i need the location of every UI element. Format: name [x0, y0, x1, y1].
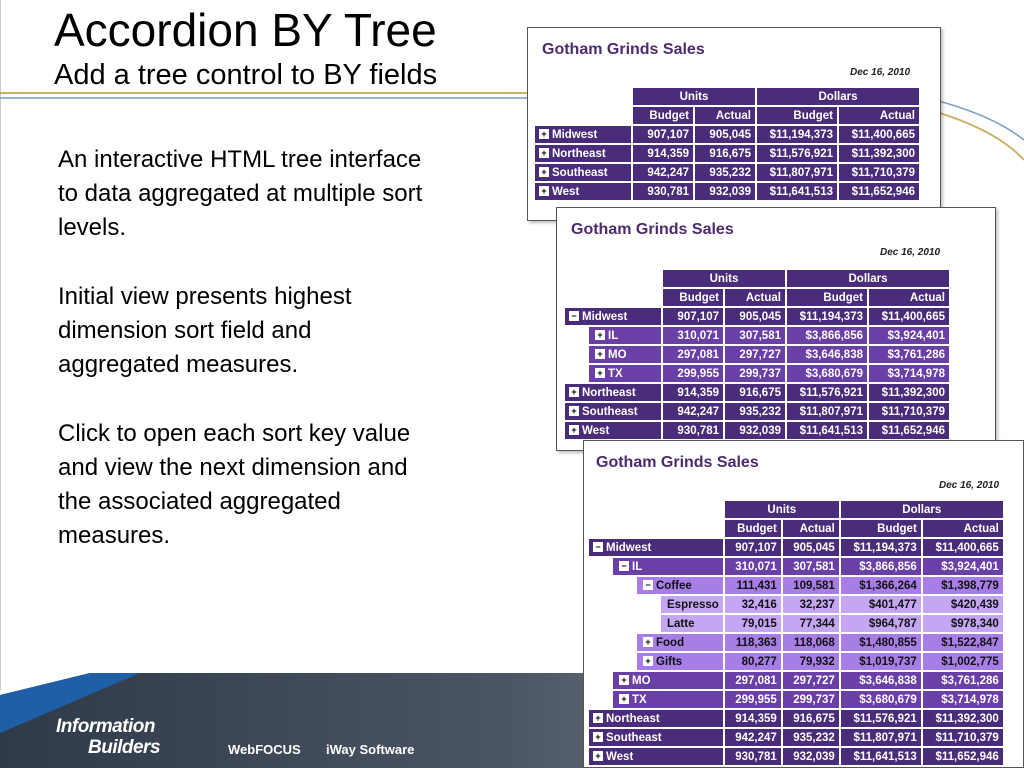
value-cell-d-a: $3,714,978 [923, 691, 1003, 708]
expand-toggle-icon[interactable]: + [595, 368, 605, 378]
expand-toggle-icon[interactable]: + [539, 186, 549, 196]
report-row [565, 346, 949, 363]
col-units-actual: Actual [725, 289, 785, 306]
value-cell-u-b: 297,081 [663, 346, 723, 363]
row-label-cell [589, 558, 723, 575]
row-label[interactable]: Southeast [582, 405, 638, 418]
row-label-cell [565, 327, 661, 344]
value-cell-u-b: 930,781 [725, 748, 781, 765]
logo-information: Information [56, 716, 155, 737]
row-label[interactable]: West [582, 424, 610, 437]
expand-toggle-icon[interactable]: + [539, 167, 549, 177]
dollars-header: Dollars [787, 270, 949, 287]
col-units-actual: Actual [783, 520, 839, 537]
value-cell-u-b: 942,247 [633, 164, 693, 181]
row-label[interactable]: IL [608, 329, 619, 342]
paragraph-2: Initial view presents highest dimension sort field and aggregated measures. [58, 283, 352, 378]
value-cell-u-a: 916,675 [725, 384, 785, 401]
value-cell-u-b: 310,071 [663, 327, 723, 344]
value-cell-u-a: 118,068 [783, 634, 839, 651]
value-cell-d-b: $3,646,838 [787, 346, 867, 363]
dollars-header: Dollars [841, 501, 1003, 518]
value-cell-u-b: 907,107 [633, 126, 693, 143]
row-label-cell [565, 346, 661, 363]
value-cell-u-b: 907,107 [663, 308, 723, 325]
report-table [563, 268, 951, 441]
col-units-budget: Budget [663, 289, 723, 306]
dollars-header: Dollars [757, 88, 919, 105]
row-label-cell [535, 145, 631, 162]
value-cell-u-a: 77,344 [783, 615, 839, 632]
value-cell-d-a: $3,924,401 [923, 558, 1003, 575]
row-label-cell [565, 422, 661, 439]
value-cell-d-a: $420,439 [923, 596, 1003, 613]
value-cell-u-a: 935,232 [695, 164, 755, 181]
report-date: Dec 16, 2010 [880, 247, 941, 258]
report-table [587, 499, 1005, 767]
value-cell-d-b: $3,646,838 [841, 672, 921, 689]
expand-toggle-icon[interactable]: + [569, 425, 579, 435]
row-label[interactable]: MO [632, 674, 651, 687]
value-cell-d-a: $3,714,978 [869, 365, 949, 382]
row-label[interactable]: Northeast [606, 712, 660, 725]
row-label-cell [565, 308, 661, 325]
row-label-cell [589, 653, 723, 670]
value-cell-u-a: 297,727 [783, 672, 839, 689]
row-label-cell [535, 126, 631, 143]
value-cell-u-a: 299,737 [783, 691, 839, 708]
value-cell-d-b: $401,477 [841, 596, 921, 613]
panel2-rows [565, 308, 949, 439]
collapse-toggle-icon[interactable]: − [643, 580, 653, 590]
value-cell-d-b: $11,807,971 [757, 164, 837, 181]
report-title: Gotham Grinds Sales [596, 454, 759, 471]
report-row [565, 365, 949, 382]
report-row [565, 327, 949, 344]
value-cell-u-a: 932,039 [783, 748, 839, 765]
value-cell-u-a: 307,581 [725, 327, 785, 344]
value-cell-u-a: 307,581 [783, 558, 839, 575]
report-row [589, 691, 1003, 708]
report-row [565, 384, 949, 401]
report-row [535, 183, 919, 200]
paragraph-3: Click to open each sort key value and view the next dimension and the associated aggregated measures. [58, 420, 411, 549]
value-cell-u-a: 905,045 [725, 308, 785, 325]
value-cell-u-a: 32,237 [783, 596, 839, 613]
product-webfocus: WebFOCUS [228, 742, 301, 757]
value-cell-d-a: $11,710,379 [839, 164, 919, 181]
row-label-cell [589, 691, 723, 708]
collapse-toggle-icon[interactable]: − [569, 311, 579, 321]
report-row [589, 577, 1003, 594]
value-cell-d-a: $11,652,946 [869, 422, 949, 439]
report-date: Dec 16, 2010 [939, 480, 1000, 491]
value-cell-d-b: $11,807,971 [787, 403, 867, 420]
row-label: Latte [667, 617, 695, 630]
value-cell-d-a: $11,652,946 [923, 748, 1003, 765]
row-label[interactable]: Southeast [606, 731, 662, 744]
value-cell-u-a: 935,232 [725, 403, 785, 420]
report-table [533, 86, 921, 202]
value-cell-u-a: 916,675 [695, 145, 755, 162]
row-label[interactable]: Southeast [552, 166, 608, 179]
value-cell-d-a: $11,392,300 [923, 710, 1003, 727]
expand-toggle-icon[interactable]: + [569, 387, 579, 397]
paragraph-1: An interactive HTML tree interface to data aggregated at multiple sort levels. [58, 146, 423, 241]
row-label-cell [589, 634, 723, 651]
row-label[interactable]: Midwest [582, 310, 628, 323]
row-label-cell [589, 596, 723, 613]
expand-toggle-icon[interactable]: + [619, 694, 629, 704]
value-cell-u-a: 905,045 [695, 126, 755, 143]
report-title: Gotham Grinds Sales [542, 41, 705, 58]
expand-toggle-icon[interactable]: + [569, 406, 579, 416]
row-label: Espresso [667, 598, 719, 611]
value-cell-d-b: $11,576,921 [757, 145, 837, 162]
row-label[interactable]: IL [632, 560, 643, 573]
value-cell-d-a: $11,400,665 [869, 308, 949, 325]
row-label[interactable]: Northeast [552, 147, 606, 160]
row-label-cell [589, 615, 723, 632]
row-label[interactable]: Midwest [552, 128, 598, 141]
value-cell-u-b: 310,071 [725, 558, 781, 575]
expand-toggle-icon[interactable]: + [539, 148, 549, 158]
value-cell-d-a: $1,002,775 [923, 653, 1003, 670]
units-header: Units [663, 270, 785, 287]
report-row [589, 672, 1003, 689]
value-cell-u-b: 942,247 [663, 403, 723, 420]
value-cell-u-a: 79,932 [783, 653, 839, 670]
row-label[interactable]: West [606, 750, 634, 763]
expand-toggle-icon[interactable]: + [539, 129, 549, 139]
row-label-cell [565, 403, 661, 420]
row-label[interactable]: Midwest [606, 541, 652, 554]
units-header: Units [633, 88, 755, 105]
value-cell-d-a: $11,400,665 [839, 126, 919, 143]
row-label-cell [565, 384, 661, 401]
row-label[interactable]: TX [608, 367, 623, 380]
slide-subtitle: Add a tree control to BY fields [54, 59, 438, 91]
value-cell-u-b: 930,781 [663, 422, 723, 439]
value-cell-u-b: 79,015 [725, 615, 781, 632]
value-cell-u-b: 297,081 [725, 672, 781, 689]
report-row [535, 145, 919, 162]
row-label[interactable]: Food [656, 636, 685, 649]
row-label[interactable]: Coffee [656, 579, 692, 592]
report-row [565, 308, 949, 325]
col-units-budget: Budget [725, 520, 781, 537]
collapse-toggle-icon[interactable]: − [619, 561, 629, 571]
slide-title: Accordion BY Tree [54, 4, 437, 56]
value-cell-u-b: 299,955 [725, 691, 781, 708]
report-row [589, 634, 1003, 651]
row-label-cell [535, 164, 631, 181]
value-cell-d-a: $11,400,665 [923, 539, 1003, 556]
value-cell-u-b: 907,107 [725, 539, 781, 556]
report-panel-collapsed [527, 27, 941, 221]
expand-toggle-icon[interactable]: + [593, 732, 603, 742]
value-cell-d-b: $11,641,513 [757, 183, 837, 200]
value-cell-d-a: $978,340 [923, 615, 1003, 632]
col-dollars-actual: Actual [869, 289, 949, 306]
report-row [535, 164, 919, 181]
value-cell-d-b: $11,641,513 [787, 422, 867, 439]
row-label[interactable]: West [552, 185, 580, 198]
value-cell-u-b: 930,781 [633, 183, 693, 200]
value-cell-d-b: $11,807,971 [841, 729, 921, 746]
report-row [589, 539, 1003, 556]
report-row [535, 126, 919, 143]
report-row [589, 615, 1003, 632]
expand-toggle-icon[interactable]: + [595, 349, 605, 359]
expand-toggle-icon[interactable]: + [593, 713, 603, 723]
value-cell-u-a: 299,737 [725, 365, 785, 382]
expand-toggle-icon[interactable]: + [643, 637, 653, 647]
value-cell-d-b: $964,787 [841, 615, 921, 632]
value-cell-d-a: $11,710,379 [869, 403, 949, 420]
row-label[interactable]: Northeast [582, 386, 636, 399]
value-cell-d-b: $1,019,737 [841, 653, 921, 670]
value-cell-u-b: 111,431 [725, 577, 781, 594]
value-cell-d-b: $11,194,373 [787, 308, 867, 325]
value-cell-u-b: 32,416 [725, 596, 781, 613]
value-cell-d-b: $11,194,373 [757, 126, 837, 143]
value-cell-u-a: 297,727 [725, 346, 785, 363]
value-cell-d-b: $1,366,264 [841, 577, 921, 594]
value-cell-d-b: $11,576,921 [841, 710, 921, 727]
value-cell-d-b: $11,641,513 [841, 748, 921, 765]
value-cell-d-a: $1,398,779 [923, 577, 1003, 594]
value-cell-u-b: 914,359 [725, 710, 781, 727]
value-cell-u-b: 914,359 [663, 384, 723, 401]
report-row [589, 596, 1003, 613]
product-iway: iWay Software [326, 742, 415, 757]
value-cell-d-a: $11,710,379 [923, 729, 1003, 746]
row-label-cell [589, 539, 723, 556]
row-label-cell [565, 365, 661, 382]
col-dollars-actual: Actual [839, 107, 919, 124]
value-cell-d-b: $3,680,679 [841, 691, 921, 708]
expand-toggle-icon[interactable]: + [619, 675, 629, 685]
report-row [565, 403, 949, 420]
value-cell-d-b: $11,194,373 [841, 539, 921, 556]
value-cell-u-b: 914,359 [633, 145, 693, 162]
logo-builders: Builders [88, 737, 161, 758]
report-row [565, 422, 949, 439]
report-row [589, 710, 1003, 727]
col-units-actual: Actual [695, 107, 755, 124]
value-cell-d-a: $11,392,300 [839, 145, 919, 162]
value-cell-d-a: $3,924,401 [869, 327, 949, 344]
report-title: Gotham Grinds Sales [571, 221, 734, 238]
value-cell-u-b: 299,955 [663, 365, 723, 382]
col-dollars-budget: Budget [841, 520, 921, 537]
row-label-cell [589, 577, 723, 594]
collapse-toggle-icon[interactable]: − [593, 542, 603, 552]
row-label[interactable]: MO [608, 348, 627, 361]
row-label[interactable]: Gifts [656, 655, 683, 668]
value-cell-d-a: $3,761,286 [869, 346, 949, 363]
report-row [589, 558, 1003, 575]
col-dollars-budget: Budget [757, 107, 837, 124]
value-cell-u-a: 932,039 [695, 183, 755, 200]
col-units-budget: Budget [633, 107, 693, 124]
report-row [589, 729, 1003, 746]
units-header: Units [725, 501, 839, 518]
value-cell-d-b: $3,866,856 [841, 558, 921, 575]
panel3-rows [589, 539, 1003, 765]
value-cell-u-a: 905,045 [783, 539, 839, 556]
value-cell-u-b: 118,363 [725, 634, 781, 651]
value-cell-d-b: $3,680,679 [787, 365, 867, 382]
report-row [589, 748, 1003, 765]
row-label-cell [589, 710, 723, 727]
value-cell-d-a: $11,652,946 [839, 183, 919, 200]
value-cell-d-b: $11,576,921 [787, 384, 867, 401]
report-panel-fully-expanded [583, 440, 1024, 768]
value-cell-u-a: 916,675 [783, 710, 839, 727]
value-cell-d-a: $11,392,300 [869, 384, 949, 401]
report-date: Dec 16, 2010 [850, 67, 911, 78]
value-cell-u-a: 932,039 [725, 422, 785, 439]
value-cell-d-a: $3,761,286 [923, 672, 1003, 689]
report-row [589, 653, 1003, 670]
col-dollars-actual: Actual [923, 520, 1003, 537]
row-label-cell [589, 729, 723, 746]
value-cell-u-b: 80,277 [725, 653, 781, 670]
row-label[interactable]: TX [632, 693, 647, 706]
expand-toggle-icon[interactable]: + [595, 330, 605, 340]
report-panel-region-expanded [556, 207, 996, 451]
row-label-cell [589, 672, 723, 689]
row-label-cell [589, 748, 723, 765]
value-cell-d-a: $1,522,847 [923, 634, 1003, 651]
expand-toggle-icon[interactable]: + [643, 656, 653, 666]
row-label-cell [535, 183, 631, 200]
panel1-rows [535, 126, 919, 200]
value-cell-d-b: $1,480,855 [841, 634, 921, 651]
col-dollars-budget: Budget [787, 289, 867, 306]
value-cell-u-a: 109,581 [783, 577, 839, 594]
value-cell-u-b: 942,247 [725, 729, 781, 746]
value-cell-u-a: 935,232 [783, 729, 839, 746]
value-cell-d-b: $3,866,856 [787, 327, 867, 344]
expand-toggle-icon[interactable]: + [593, 751, 603, 761]
